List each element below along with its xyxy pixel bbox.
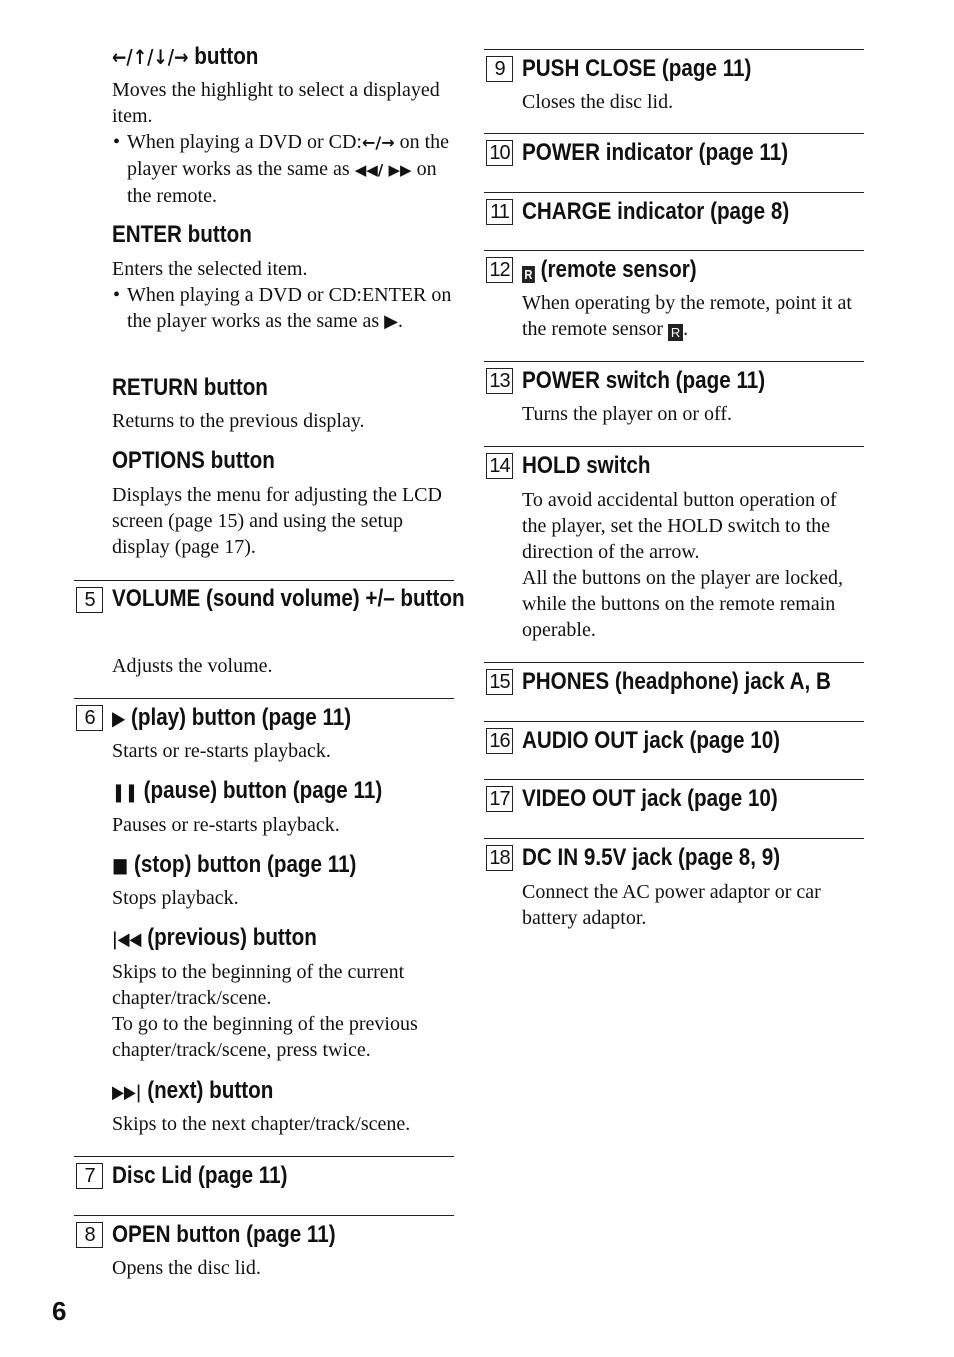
section-heading: PHONES (headphone) jack A, B — [522, 668, 831, 695]
callout-number: 18 — [486, 845, 513, 871]
return-body — [112, 408, 454, 434]
options-heading: OPTIONS button — [112, 447, 275, 474]
play-body — [112, 738, 454, 764]
description: All the buttons on the player are locked, while the buttons on the remote remain operable. — [522, 567, 844, 641]
section-heading: VOLUME (sound volume) +/– button — [112, 585, 465, 612]
bullet-text: When playing a DVD or CD:ENTER on the player works as the same as — [127, 284, 452, 332]
section-6 — [74, 698, 454, 1149]
description — [522, 290, 864, 342]
description: Returns to the previous display. — [112, 410, 365, 432]
section-8 — [74, 1215, 454, 1286]
section-18 — [484, 838, 864, 939]
return-heading: RETURN button — [112, 374, 268, 401]
next-icon: ▶▶| — [112, 1082, 142, 1103]
section-14 — [484, 446, 864, 657]
heading-text: (remote sensor) — [540, 256, 697, 283]
description: Closes the disc lid. — [522, 91, 674, 113]
description: To avoid accidental button operation of the player, set the HOLD switch to the direction of the arrow. — [522, 489, 837, 563]
section-5 — [74, 580, 465, 691]
section-heading: DC IN 9.5V jack (page 8, 9) — [522, 844, 781, 871]
callout-number: 16 — [486, 728, 513, 754]
stop-body — [112, 885, 454, 911]
section-heading: VIDEO OUT jack (page 10) — [522, 785, 778, 812]
callout-number: 6 — [76, 705, 103, 731]
heading-text: (pause) button (page 11) — [143, 777, 383, 804]
section-12 — [484, 250, 864, 356]
section-10 — [484, 133, 864, 189]
bullet-item — [112, 129, 454, 209]
section-body — [522, 290, 864, 342]
description: Skips to the beginning of the current chapter/track/scene. — [112, 961, 405, 1009]
previous-body — [112, 959, 454, 1063]
section-heading: OPEN button (page 11) — [112, 1221, 336, 1248]
callout-number: 14 — [486, 453, 513, 479]
section-17 — [484, 779, 864, 835]
bullet-text: on the remote. — [127, 158, 437, 207]
callout-number: 13 — [486, 368, 513, 394]
description: Opens the disc lid. — [112, 1257, 261, 1279]
heading-text: (next) button — [147, 1077, 274, 1104]
description: Moves the highlight to select a displayed item. — [112, 79, 440, 127]
play-heading — [112, 701, 406, 735]
next-heading — [112, 1074, 406, 1110]
section-body — [522, 487, 864, 643]
description: Enters the selected item. — [112, 258, 308, 280]
callout-number: 8 — [76, 1222, 103, 1248]
stop-heading — [112, 848, 406, 882]
left-right-arrow-icon: ←/→ — [361, 133, 395, 152]
next-body — [112, 1111, 454, 1137]
description-text: . — [683, 318, 689, 340]
description: Stops playback. — [112, 887, 239, 909]
bullet-text: When playing a DVD or CD: — [127, 131, 362, 153]
options-body — [112, 482, 454, 560]
section-heading: HOLD switch — [522, 452, 651, 479]
section-heading: AUDIO OUT jack (page 10) — [522, 727, 781, 754]
arrow-keys-icon: ←/↑/↓/→ — [112, 45, 189, 69]
section-body — [112, 1255, 454, 1281]
description-text: When operating by the remote, point it at the remote sensor — [522, 292, 852, 340]
description: To go to the beginning of the previous chapter/track/scene, press twice. — [112, 1013, 418, 1061]
stop-icon: ■ — [112, 853, 129, 877]
previous-icon: |◀◀ — [112, 929, 142, 950]
bullet-text: . — [397, 310, 403, 332]
section-15 — [484, 662, 864, 718]
pause-heading — [112, 774, 406, 810]
section-16 — [484, 721, 864, 777]
callout-number: 11 — [486, 199, 513, 225]
enter-heading: ENTER button — [112, 221, 252, 248]
section-body — [522, 89, 864, 115]
section-heading: CHARGE indicator (page 8) — [522, 198, 790, 225]
section-body — [112, 653, 454, 679]
description: Starts or re-starts playback. — [112, 740, 331, 762]
description: Adjusts the volume. — [112, 655, 273, 677]
section-heading: POWER indicator (page 11) — [522, 139, 789, 166]
description: Displays the menu for adjusting the LCD screen (page 15) and using the setup display (page 17). — [112, 484, 442, 558]
callout-number: 7 — [76, 1163, 103, 1189]
heading-text: (previous) button — [147, 924, 317, 951]
section-9 — [484, 49, 864, 130]
section-heading — [522, 253, 816, 287]
arrow-buttons-heading — [112, 40, 406, 74]
section-13 — [484, 361, 864, 442]
play-icon: ▶ — [384, 311, 398, 332]
callout-number: 10 — [486, 140, 513, 166]
pause-icon: ❚❚ — [112, 782, 138, 803]
enter-body — [112, 256, 454, 335]
description: Skips to the next chapter/track/scene. — [112, 1113, 411, 1135]
section-7 — [74, 1156, 454, 1207]
bullet-text: on the player works as the same as — [127, 131, 450, 180]
section-heading: Disc Lid (page 11) — [112, 1162, 288, 1189]
section-heading: POWER switch (page 11) — [522, 367, 766, 394]
callout-number: 9 — [486, 56, 513, 82]
bullet-item — [112, 282, 454, 335]
description: Turns the player on or off. — [522, 403, 732, 425]
callout-number: 5 — [76, 587, 103, 613]
description: Connect the AC power adaptor or car battery adaptor. — [522, 881, 821, 929]
rewind-forward-icon: ◀◀/ ▶▶ — [354, 161, 412, 179]
description: Pauses or re-starts playback. — [112, 814, 340, 836]
pause-body — [112, 812, 454, 838]
callout-number: 12 — [486, 257, 513, 283]
callout-number: 15 — [486, 669, 513, 695]
callout-number: 17 — [486, 786, 513, 812]
section-body — [522, 401, 864, 427]
section-heading: PUSH CLOSE (page 11) — [522, 55, 752, 82]
remote-sensor-icon: R — [668, 324, 683, 341]
remote-sensor-icon: R — [522, 266, 535, 283]
page-number: 6 — [52, 1296, 67, 1326]
previous-heading — [112, 921, 406, 957]
section-11 — [484, 192, 864, 248]
section-body — [522, 879, 864, 931]
play-icon: ▶ — [112, 706, 126, 730]
arrow-buttons-body — [112, 77, 454, 209]
heading-text: button — [194, 43, 259, 70]
heading-text: (play) button (page 11) — [130, 704, 352, 731]
heading-text: (stop) button (page 11) — [133, 851, 357, 878]
